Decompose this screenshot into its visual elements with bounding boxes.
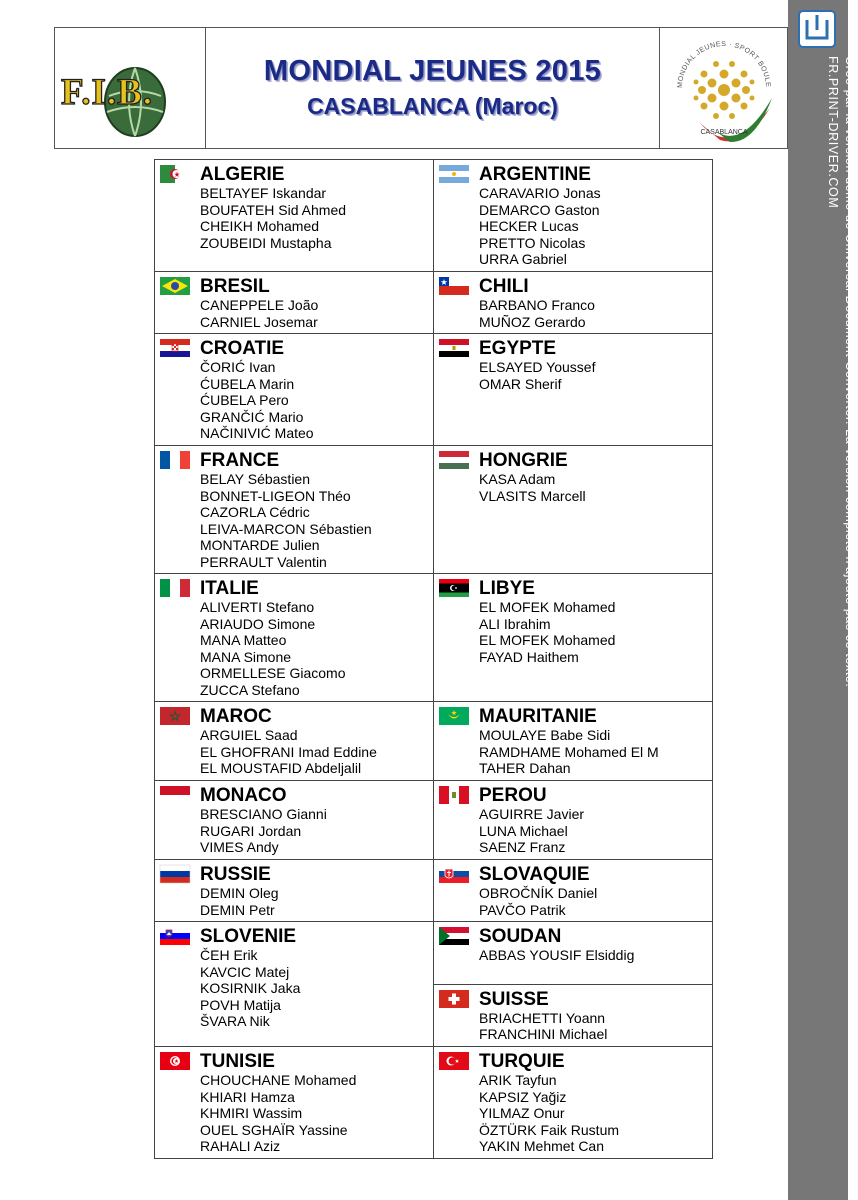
algeria-flag-icon [160,165,190,183]
player-name: SAENZ Franz [479,839,566,855]
player-list [200,727,429,777]
event-logo-city: CASABLANCA [700,129,748,136]
player-name: OBROČNÍK Daniel [479,885,598,901]
player-name: KHIARI Hamza [200,1088,295,1105]
morocco-flag-icon [160,707,190,725]
table-row [155,160,713,272]
player-list [479,947,708,964]
player-list [200,297,429,330]
player-name: AGUIRRE Javier [479,806,585,822]
player-name: RAMDHAME Mohamed El M [479,743,659,760]
team-cell-algerie [155,160,434,272]
table-row [155,922,713,985]
slovenia-flag-icon [160,927,190,945]
player-name: KASA Adam [479,471,556,487]
player-list [200,185,429,251]
table-row [155,272,713,334]
country-name: LIBYE [479,578,535,599]
country-name: HONGRIE [479,450,568,471]
player-name: TAHER Dahan [479,760,571,776]
libya-flag-icon [439,579,469,597]
player-name: EL MOFEK Mohamed [479,599,616,615]
player-name: DEMIN Oleg [200,885,279,901]
team-cell-maroc [155,702,434,781]
slovakia-flag-icon [439,865,469,883]
player-name: ĆUBELA Marin [200,375,295,392]
team-cell-mauritanie [434,702,713,781]
player-list [479,806,708,856]
player-list [479,1072,708,1155]
country-name: SUISSE [479,988,549,1010]
player-name: PERRAULT Valentin [200,553,327,570]
player-name: YILMAZ Onur [479,1105,565,1121]
header-title-block [205,28,660,148]
player-name: ALIVERTI Stefano [200,599,315,615]
player-name: OUEL SGHAÏR Yassine [200,1121,348,1138]
player-name: ČORIĆ Ivan [200,359,276,375]
player-name: VLASITS Marcell [479,487,586,504]
player-name: GRANČIĆ Mario [200,408,304,425]
player-name: FRANCHINI Michael [479,1026,608,1042]
argentina-flag-icon [439,165,469,183]
player-name: MANA Simone [200,648,292,665]
player-name: MANA Matteo [200,632,287,648]
player-name: NAČINIVIĆ Mateo [200,425,314,441]
event-logo-arc-text: MONDIAL JEUNES · SPORT BOULE [676,40,772,89]
country-name: SOUDAN [479,926,562,947]
player-list [479,727,708,777]
player-name: ĆUBELA Pero [200,392,289,408]
team-cell-turquie [434,1047,713,1159]
team-cell-france [155,446,434,574]
player-name: KOSIRNIK Jaka [200,980,301,996]
player-name: ALI Ibrahim [479,615,551,632]
peru-flag-icon [439,786,469,804]
team-cell-italie [155,574,434,702]
player-name: KAVCIC Matej [200,963,290,980]
player-name: RAHALI Aziz [200,1138,281,1154]
player-list [479,471,708,504]
team-cell-bresil [155,272,434,334]
country-name: CHILI [479,276,529,297]
monaco-flag-icon [160,786,190,804]
player-name: LEIVA-MARCON Sébastien [200,520,372,537]
player-name: BRIACHETTI Yoann [479,1009,606,1026]
page-title: MONDIAL JEUNES 2015 [263,55,602,87]
player-list [479,1010,708,1043]
player-name: ABBAS YOUSIF Elsiddig [479,947,635,963]
country-name: ITALIE [200,578,259,599]
player-name: CARNIEL Josemar [200,313,318,330]
player-name: ARIK Tayfun [479,1072,557,1088]
event-emblem-icon [660,28,787,148]
country-name: CROATIE [200,338,285,359]
player-name: ÖZTÜRK Faik Rustum [479,1121,620,1138]
player-list [479,185,708,268]
player-name: EL MOFEK Mohamed [479,632,616,648]
player-name: KAPSIZ Yağiz [479,1088,567,1105]
watermark-line-2: FR.PRINT-DRIVER.COM [826,56,840,209]
country-name: MONACO [200,785,287,806]
turkey-flag-icon [439,1052,469,1070]
team-cell-argentine [434,160,713,272]
egypt-flag-icon [439,339,469,357]
team-cell-perou [434,781,713,860]
country-name: FRANCE [200,450,280,471]
player-list [479,359,708,392]
croatia-flag-icon [160,339,190,357]
team-cell-suisse [434,984,713,1047]
table-row [155,702,713,781]
tunisia-flag-icon [160,1052,190,1070]
player-name: DEMARCO Gaston [479,201,600,218]
team-cell-croatie [155,334,434,446]
player-name: BONNET-LIGEON Théo [200,487,351,504]
player-name: ARIAUDO Simone [200,615,316,632]
player-name: POVH Matija [200,996,281,1013]
player-name: CANEPPELE João [200,297,319,313]
player-list [200,359,429,442]
table-row [155,860,713,922]
country-name: TURQUIE [479,1051,565,1072]
player-name: ELSAYED Youssef [479,359,596,375]
page-subtitle: CASABLANCA (Maroc) [307,93,558,119]
player-list [479,297,708,330]
player-name: CHEIKH Mohamed [200,218,320,234]
player-name: YAKIN Mehmet Can [479,1138,605,1154]
france-flag-icon [160,451,190,469]
mauritania-flag-icon [439,707,469,725]
player-name: OMAR Sherif [479,375,562,392]
event-logo [659,28,787,148]
team-cell-hongrie [434,446,713,574]
country-name: PEROU [479,785,547,806]
hungary-flag-icon [439,451,469,469]
country-name: MAROC [200,706,272,727]
player-list [200,599,429,698]
player-name: URRA Gabriel [479,251,567,267]
player-name: HECKER Lucas [479,218,579,234]
player-list [200,947,429,1030]
table-row [155,781,713,860]
player-name: BOUFATEH Sid Ahmed [200,201,347,218]
player-name: MOULAYE Babe Sidi [479,727,611,743]
watermark-line-1: Créé par la version démo de Universal Document Converter. La version complète n'ajoute pas ce texte. [843,56,857,688]
team-cell-chili [434,272,713,334]
player-list [200,471,429,570]
country-name: SLOVAQUIE [479,864,590,885]
country-name: EGYPTE [479,338,557,359]
player-list [479,885,708,918]
player-name: PRETTO Nicolas [479,234,586,251]
player-name: CHOUCHANE Mohamed [200,1072,357,1088]
player-name: ORMELLESE Giacomo [200,665,346,681]
player-name: EL GHOFRANI Imad Eddine [200,743,377,760]
document-header [54,27,788,149]
player-name: RUGARI Jordan [200,822,302,839]
player-list [200,885,429,918]
print-driver-logo-icon [798,10,836,48]
teams-table [154,159,713,1159]
player-name: MONTARDE Julien [200,537,320,553]
player-name: DEMIN Petr [200,901,275,918]
chile-flag-icon [439,277,469,295]
player-name: LUNA Michael [479,822,568,839]
player-name: KHMIRI Wassim [200,1105,303,1121]
player-list [200,806,429,856]
player-name: ČEH Erik [200,947,258,963]
italy-flag-icon [160,579,190,597]
fib-logo [55,28,206,148]
country-name: RUSSIE [200,864,271,885]
russia-flag-icon [160,865,190,883]
fib-logo-text: F.I.B. [61,72,154,113]
country-name: MAURITANIE [479,706,597,727]
player-name: PAVČO Patrik [479,901,566,918]
player-name: ŠVARA Nik [200,1013,270,1029]
brazil-flag-icon [160,277,190,295]
table-row [155,574,713,702]
sudan-flag-icon [439,927,469,945]
player-list [479,599,708,665]
player-name: BELAY Sébastien [200,471,311,487]
switzerland-flag-icon [439,990,469,1008]
player-name: FAYAD Haithem [479,648,579,665]
player-name: BELTAYEF Iskandar [200,185,327,201]
player-name: BRESCIANO Gianni [200,806,327,822]
player-name: BARBANO Franco [479,297,595,313]
team-cell-egypte [434,334,713,446]
team-cell-soudan [434,922,713,985]
team-cell-tunisie [155,1047,434,1159]
team-cell-slovenie [155,922,434,1047]
team-cell-slovaquie [434,860,713,922]
country-name: ALGERIE [200,164,285,185]
player-name: CARAVARIO Jonas [479,185,601,201]
team-cell-monaco [155,781,434,860]
country-name: ARGENTINE [479,164,591,185]
team-cell-libye [434,574,713,702]
table-row [155,334,713,446]
country-name: TUNISIE [200,1051,275,1072]
player-list [200,1072,429,1155]
player-name: EL MOUSTAFID Abdeljalil [200,760,362,776]
table-row [155,1047,713,1159]
watermark-text [798,56,858,756]
player-name: ZOUBEIDI Mustapha [200,234,332,251]
team-cell-russie [155,860,434,922]
player-name: ARGUIEL Saad [200,727,298,743]
player-name: VIMES Andy [200,839,279,855]
player-name: MUÑOZ Gerardo [479,313,586,330]
player-name: CAZORLA Cédric [200,504,310,520]
table-row [155,446,713,574]
player-name: ZUCCA Stefano [200,681,300,698]
country-name: BRESIL [200,276,270,297]
country-name: SLOVENIE [200,926,297,947]
